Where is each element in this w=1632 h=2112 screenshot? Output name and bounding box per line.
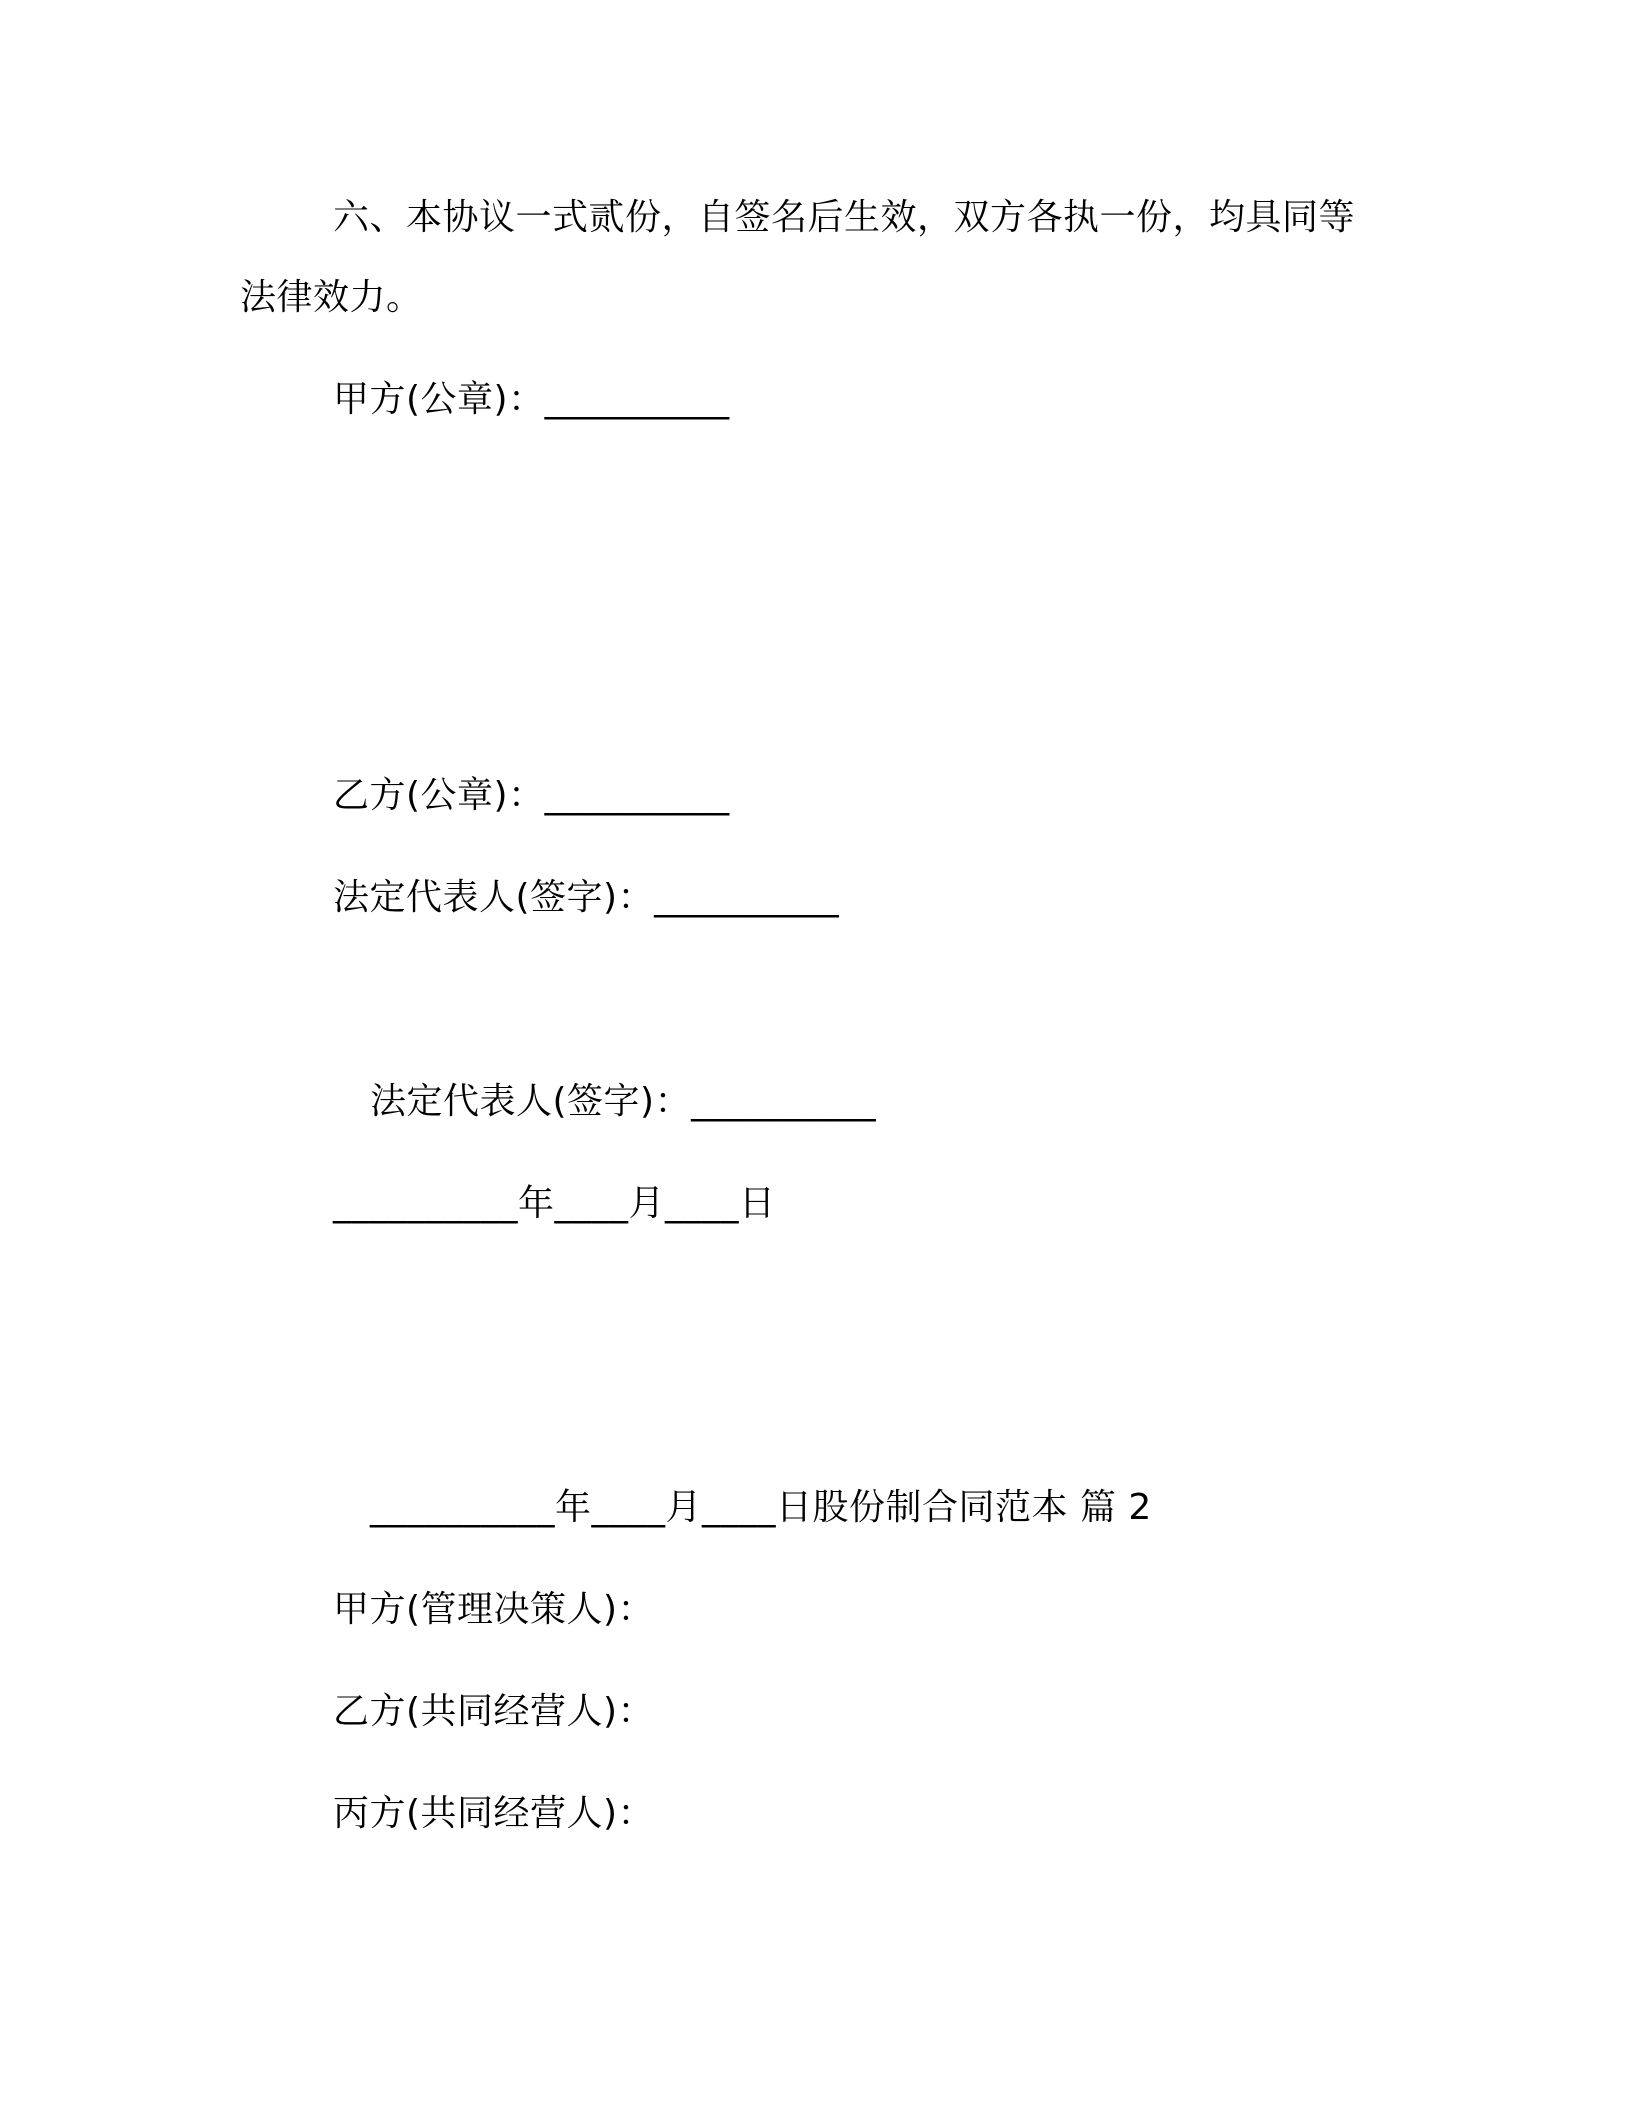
- party-b-seal-line: 乙方(公章)：__________: [333, 775, 730, 816]
- party-b-operator-line: 乙方(共同经营人)：: [333, 1691, 655, 1732]
- party-c-operator-line: 丙方(共同经营人)：: [333, 1793, 655, 1834]
- party-a-seal-line: 甲方(公章)：__________: [333, 379, 730, 420]
- legal-representative-signature-2: 法定代表人(签字)：__________: [370, 1081, 877, 1122]
- legal-representative-signature-1: 法定代表人(签字)：__________: [333, 877, 840, 918]
- section-heading: __________年____月____日股份制合同范本 篇 2: [370, 1487, 1152, 1528]
- clause-six-line-2: 法律效力。: [240, 277, 423, 318]
- party-a-manager-line: 甲方(管理决策人)：: [333, 1589, 655, 1630]
- date-line: __________年____月____日: [333, 1183, 776, 1224]
- clause-six-line-1: 六、本协议一式贰份，自签名后生效，双方各执一份，均具同等: [333, 197, 1356, 238]
